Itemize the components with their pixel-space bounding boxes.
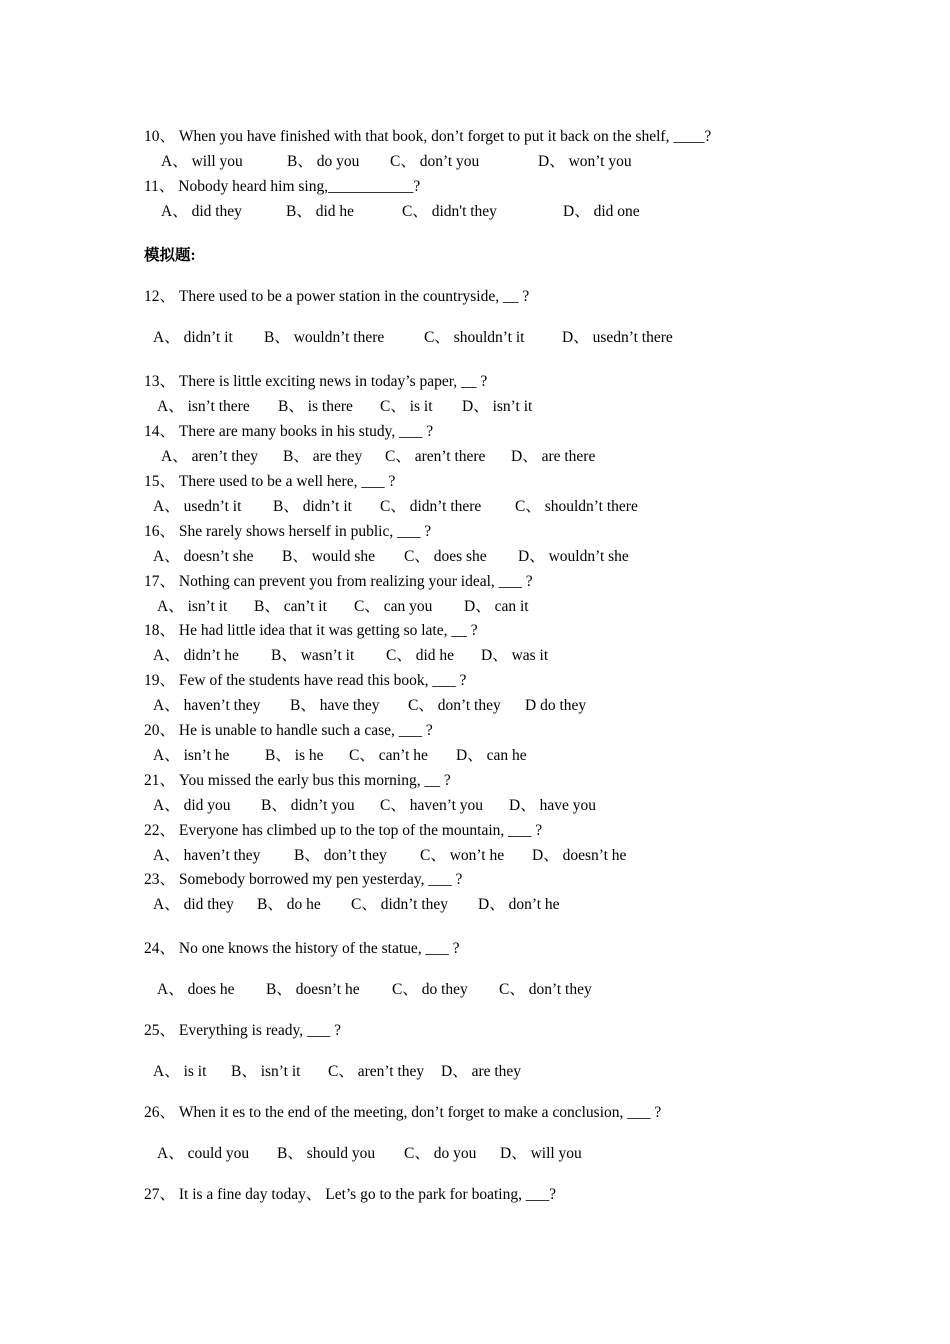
- option-b: B、 do he: [257, 896, 321, 913]
- question-15: 15、 There used to be a well here, ___ ?: [144, 473, 396, 490]
- question-16: 16、 She rarely shows herself in public, ___ ?: [144, 523, 432, 540]
- option-d: D、 was it: [481, 647, 549, 664]
- question-21: 21、 You missed the early bus this morning, __ ?: [144, 772, 451, 789]
- option-c: C、 did he: [386, 647, 455, 664]
- option-d: D、 can he: [456, 747, 527, 764]
- option-b: B、 should you: [277, 1145, 376, 1162]
- option-c: C、 don’t you: [390, 153, 480, 170]
- option-d: D、 will you: [500, 1145, 582, 1162]
- option-c: C、 won’t he: [420, 847, 505, 864]
- option-d: D、 wouldn’t she: [518, 548, 629, 565]
- option-b: B、 is he: [265, 747, 324, 764]
- option-a: A、 did you: [153, 797, 231, 814]
- option-b: B、 doesn’t he: [266, 981, 360, 998]
- option-c: C、 didn’t they: [351, 896, 449, 913]
- option-c: C、 can’t he: [349, 747, 428, 764]
- option-d: D、 isn’t it: [462, 398, 533, 415]
- option-a: A、 could you: [157, 1145, 250, 1162]
- option-b: B、 wouldn’t there: [264, 329, 385, 346]
- option-a: A、 did they: [161, 203, 242, 220]
- option-b: B、 can’t it: [254, 598, 327, 615]
- option-b: B、 wasn’t it: [271, 647, 355, 664]
- question-13: 13、 There is little exciting news in today’s paper, __ ?: [144, 373, 488, 390]
- option-a: A、 aren’t they: [161, 448, 258, 465]
- option-d: D、 don’t he: [478, 896, 560, 913]
- option-d: D、 usedn’t there: [562, 329, 673, 346]
- option-c: C、 does she: [404, 548, 487, 565]
- option-d: D、 are there: [511, 448, 596, 465]
- option-a: A、 doesn’t she: [153, 548, 254, 565]
- option-b: B、 would she: [282, 548, 376, 565]
- option-b: B、 did he: [286, 203, 355, 220]
- option-b: B、 do you: [287, 153, 360, 170]
- question-11: 11、 Nobody heard him sing,___________?: [144, 178, 421, 195]
- option-a: A、 haven’t they: [153, 697, 261, 714]
- option-a: A、 didn’t he: [153, 647, 239, 664]
- option-a: A、 is it: [153, 1063, 207, 1080]
- option-c: C、 do you: [404, 1145, 477, 1162]
- option-c: C、 shouldn’t it: [424, 329, 525, 346]
- option-b: B、 are they: [283, 448, 363, 465]
- option-c: C、 can you: [354, 598, 433, 615]
- question-12: 12、 There used to be a power station in the countryside, __ ?: [144, 288, 530, 305]
- option-d: D、 are they: [441, 1063, 522, 1080]
- question-18: 18、 He had little idea that it was getting so late, __ ?: [144, 622, 478, 639]
- option-d: D、 have you: [509, 797, 596, 814]
- question-24: 24、 No one knows the history of the statue, ___ ?: [144, 940, 460, 957]
- question-19: 19、 Few of the students have read this book, ___ ?: [144, 672, 467, 689]
- option-a: A、 did they: [153, 896, 234, 913]
- option-c: C、 aren’t they: [328, 1063, 425, 1080]
- option-d: D、 doesn’t he: [532, 847, 627, 864]
- option-d: C、 shouldn’t there: [515, 498, 638, 515]
- question-25: 25、 Everything is ready, ___ ?: [144, 1022, 342, 1039]
- option-a: A、 didn’t it: [153, 329, 233, 346]
- option-d: C、 don’t they: [499, 981, 592, 998]
- question-17: 17、 Nothing can prevent you from realizing your ideal, ___ ?: [144, 573, 533, 590]
- option-a: A、 haven’t they: [153, 847, 261, 864]
- option-c: C、 haven’t you: [380, 797, 484, 814]
- option-a: A、 usedn’t it: [153, 498, 242, 515]
- option-b: B、 is there: [278, 398, 353, 415]
- question-20: 20、 He is unable to handle such a case, ___ ?: [144, 722, 433, 739]
- option-c: C、 don’t they: [408, 697, 501, 714]
- option-c: C、 didn't they: [402, 203, 497, 220]
- option-d: D、 won’t you: [538, 153, 632, 170]
- option-b: B、 isn’t it: [231, 1063, 301, 1080]
- question-22: 22、 Everyone has climbed up to the top of the mountain, ___ ?: [144, 822, 543, 839]
- question-27: 27、 It is a fine day today、 Let’s go to the park for boating, ___?: [144, 1186, 556, 1203]
- option-b: B、 didn’t it: [273, 498, 352, 515]
- option-b: B、 don’t they: [294, 847, 387, 864]
- option-a: A、 does he: [157, 981, 235, 998]
- option-d: D、 can it: [464, 598, 529, 615]
- option-a: A、 will you: [161, 153, 243, 170]
- section-heading: 模拟题:: [144, 247, 196, 264]
- option-c: C、 aren’t there: [385, 448, 486, 465]
- option-d: D do they: [525, 697, 587, 714]
- option-c: C、 do they: [392, 981, 468, 998]
- option-c: C、 didn’t there: [380, 498, 482, 515]
- option-b: B、 have they: [290, 697, 380, 714]
- option-b: B、 didn’t you: [261, 797, 355, 814]
- question-10: 10、 When you have finished with that book, don’t forget to put it back on the shelf, ____?: [144, 128, 712, 145]
- option-a: A、 isn’t it: [157, 598, 228, 615]
- question-23: 23、 Somebody borrowed my pen yesterday, ___ ?: [144, 871, 463, 888]
- question-26: 26、 When it es to the end of the meeting, don’t forget to make a conclusion, ___ ?: [144, 1104, 662, 1121]
- option-a: A、 isn’t there: [157, 398, 250, 415]
- option-c: C、 is it: [380, 398, 433, 415]
- question-14: 14、 There are many books in his study, ___ ?: [144, 423, 434, 440]
- option-a: A、 isn’t he: [153, 747, 230, 764]
- option-d: D、 did one: [563, 203, 640, 220]
